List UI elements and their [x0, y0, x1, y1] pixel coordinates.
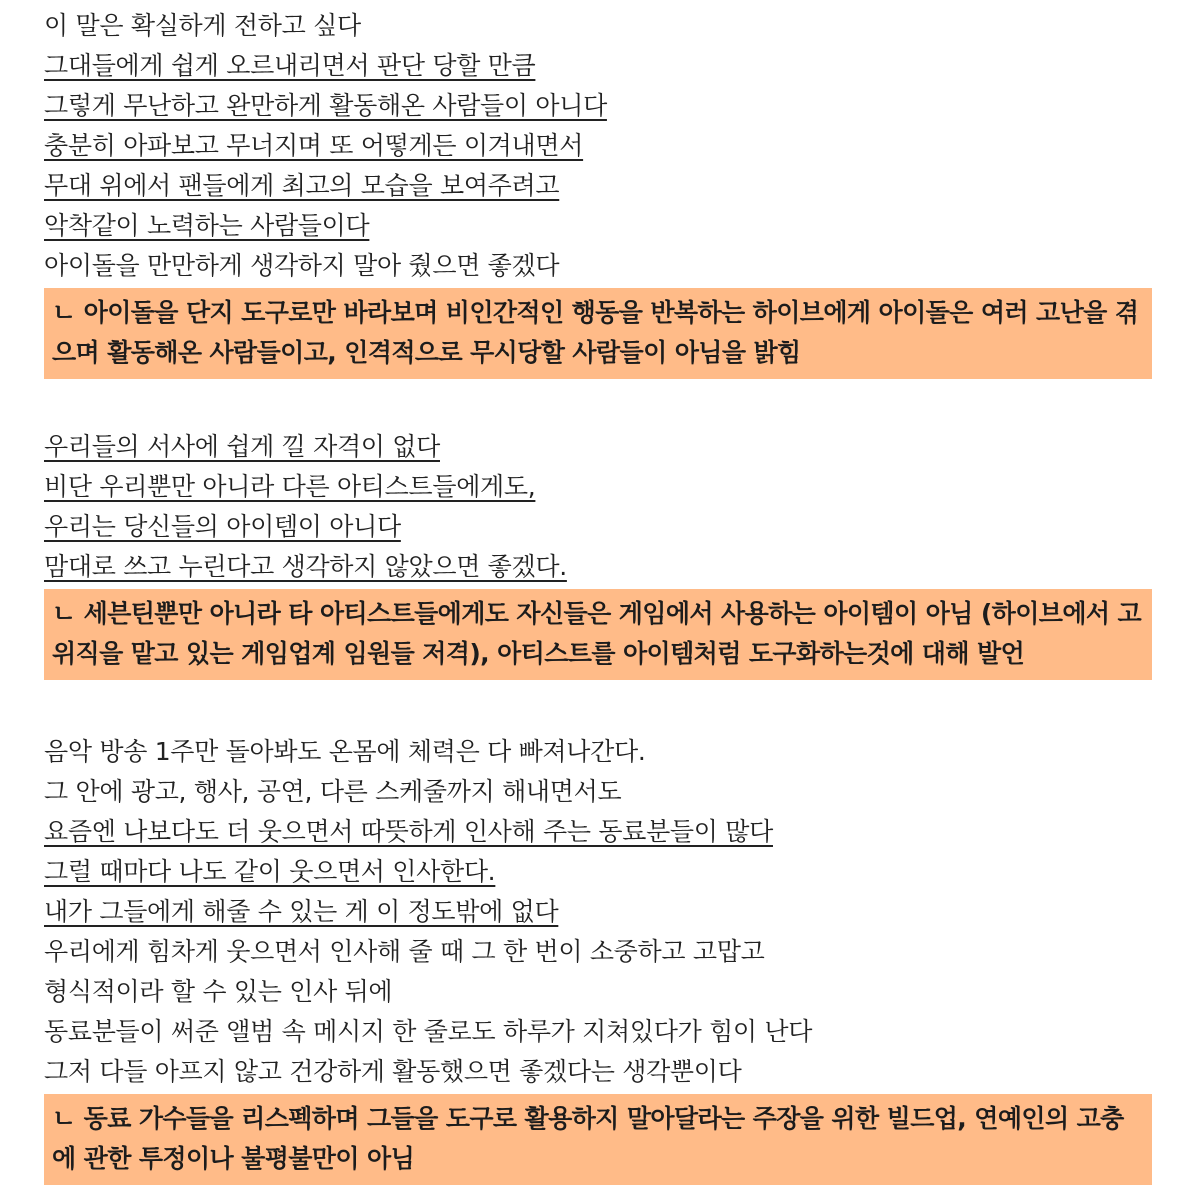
section-2	[44, 427, 1154, 680]
text-line: 형식적이라 할 수 있는 인사 뒤에	[44, 977, 393, 1006]
text-line: 우리에게 힘차게 웃으면서 인사해 줄 때 그 한 번이 소중하고 고맙고	[44, 937, 765, 966]
underlined-line: 그럴 때마다 나도 같이 웃으면서 인사한다.	[44, 857, 496, 886]
text-line: 음악 방송 1주만 돌아봐도 온몸에 체력은 다 빠져나간다.	[44, 737, 646, 766]
paragraph-spacer	[44, 680, 1154, 732]
underlined-line: 우리들의 서사에 쉽게 낄 자격이 없다	[44, 432, 440, 461]
document	[44, 6, 1154, 1185]
text-line: 아이돌을 만만하게 생각하지 말아 줬으면 좋겠다	[44, 251, 560, 280]
underlined-line: 내가 그들에게 해줄 수 있는 게 이 정도밖에 없다	[44, 897, 559, 926]
underlined-line: 충분히 아파보고 무너지며 또 어떻게든 이겨내면서	[44, 131, 584, 160]
highlighted-annotation: ㄴ 세븐틴뿐만 아니라 타 아티스트들에게도 자신들은 게임에서 사용하는 아이템이 아님 (하이브에서 고위직을 맡고 있는 게임업계 임원들 저격), 아티스트를 아이템처럼 도구화하는것에 대해 발언	[44, 589, 1152, 680]
section-1	[44, 6, 1154, 379]
underlined-line: 우리는 당신들의 아이템이 아니다	[44, 512, 401, 541]
underlined-line: 그렇게 무난하고 완만하게 활동해온 사람들이 아니다	[44, 91, 607, 120]
paragraph-spacer	[44, 379, 1154, 427]
underlined-line: 요즘엔 나보다도 더 웃으면서 따뜻하게 인사해 주는 동료분들이 많다	[44, 817, 773, 846]
underlined-line: 그대들에게 쉽게 오르내리면서 판단 당할 만큼	[44, 51, 536, 80]
highlighted-annotation: ㄴ 아이돌을 단지 도구로만 바라보며 비인간적인 행동을 반복하는 하이브에게 아이돌은 여러 고난을 겪으며 활동해온 사람들이고, 인격적으로 무시당할 사람들이 아님을 밝힘	[44, 288, 1152, 379]
underlined-line: 비단 우리뿐만 아니라 다른 아티스트들에게도,	[44, 472, 536, 501]
highlighted-annotation: ㄴ 동료 가수들을 리스펙하며 그들을 도구로 활용하지 말아달라는 주장을 위한 빌드업, 연예인의 고충에 관한 투정이나 불평불만이 아님	[44, 1094, 1152, 1185]
underlined-line: 무대 위에서 팬들에게 최고의 모습을 보여주려고	[44, 171, 560, 200]
underlined-line: 맘대로 쓰고 누린다고 생각하지 않았으면 좋겠다.	[44, 552, 567, 581]
underlined-line: 악착같이 노력하는 사람들이다	[44, 211, 370, 240]
text-line: 동료분들이 써준 앨범 속 메시지 한 줄로도 하루가 지쳐있다가 힘이 난다	[44, 1017, 813, 1046]
text-line: 그저 다들 아프지 않고 건강하게 활동했으면 좋겠다는 생각뿐이다	[44, 1057, 742, 1086]
text-line: 그 안에 광고, 행사, 공연, 다른 스케줄까지 해내면서도	[44, 777, 622, 806]
section-3	[44, 732, 1154, 1185]
text-line: 이 말은 확실하게 전하고 싶다	[44, 11, 361, 40]
